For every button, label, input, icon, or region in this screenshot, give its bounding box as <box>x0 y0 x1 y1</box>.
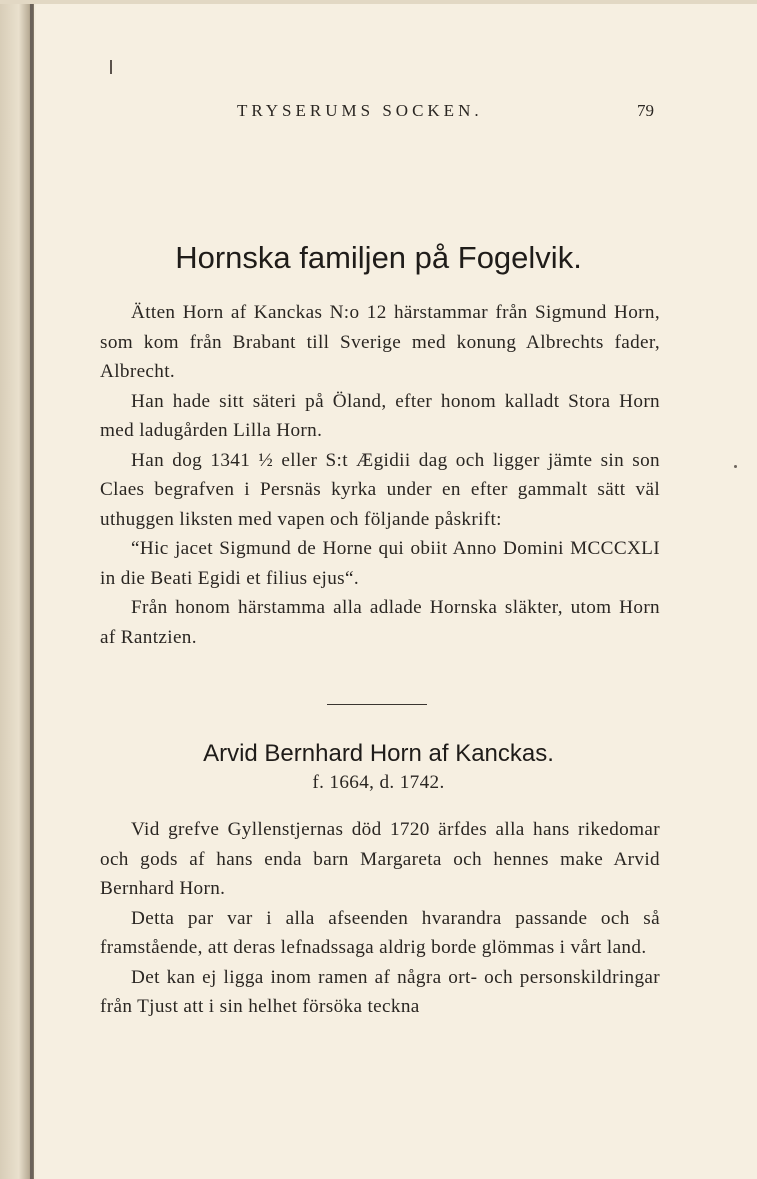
paragraph: Från honom härstamma alla adlade Hornska släkter, utom Horn af Rantzien. <box>100 597 660 648</box>
book-binding <box>0 0 34 1179</box>
running-title: TRYSERUMS SOCKEN. <box>237 101 483 120</box>
binding-gutter-line <box>30 0 33 1179</box>
paragraph: Det kan ej ligga inom ramen af några ort- och personskildringar från Tjust att i sin helhet försöka teckna <box>100 966 660 1017</box>
paper-speck <box>734 465 737 468</box>
subsection-body <box>100 815 660 1022</box>
paragraph: Detta par var i alla afseenden hvarandra passande och så framstående, att deras lefnadssaga aldrig borde glömmas i vårt land. <box>100 907 660 958</box>
section-title: Hornska familjen på Fogelvik. <box>175 240 582 275</box>
life-dates: f. 1664, d. 1742. <box>312 772 445 793</box>
paragraph: Vid grefve Gyllenstjernas död 1720 ärfdes alla hans rikedomar och gods af hans enda barn Margareta och hennes make Arvid Bernhard Horn. <box>100 819 660 899</box>
subsection-title: Arvid Bernhard Horn af Kanckas. <box>203 740 554 767</box>
pencil-mark <box>110 60 112 74</box>
paragraph: Han dog 1341 ½ eller S:t Ægidii dag och ligger jämte sin son Claes begrafven i Persnäs kyrka under en efter gammalt sätt väl uthuggen liksten med vapen och följande påskrift: <box>100 449 660 530</box>
paragraph: “Hic jacet Sigmund de Horne qui obiit Anno Domini MCCCXLI in die Beati Egidi et filius ejus“. <box>100 538 660 589</box>
page-number: 79 <box>637 101 654 120</box>
section-body <box>100 298 660 652</box>
section-divider <box>327 704 427 705</box>
paragraph: Ätten Horn af Kanckas N:o 12 härstammar från Sigmund Horn, som kom från Brabant till Sverige med konung Albrechts fader, Albrecht. <box>100 302 660 382</box>
paragraph: Han hade sitt säteri på Öland, efter honom kalladt Stora Horn med ladugården Lilla Horn. <box>100 390 660 441</box>
